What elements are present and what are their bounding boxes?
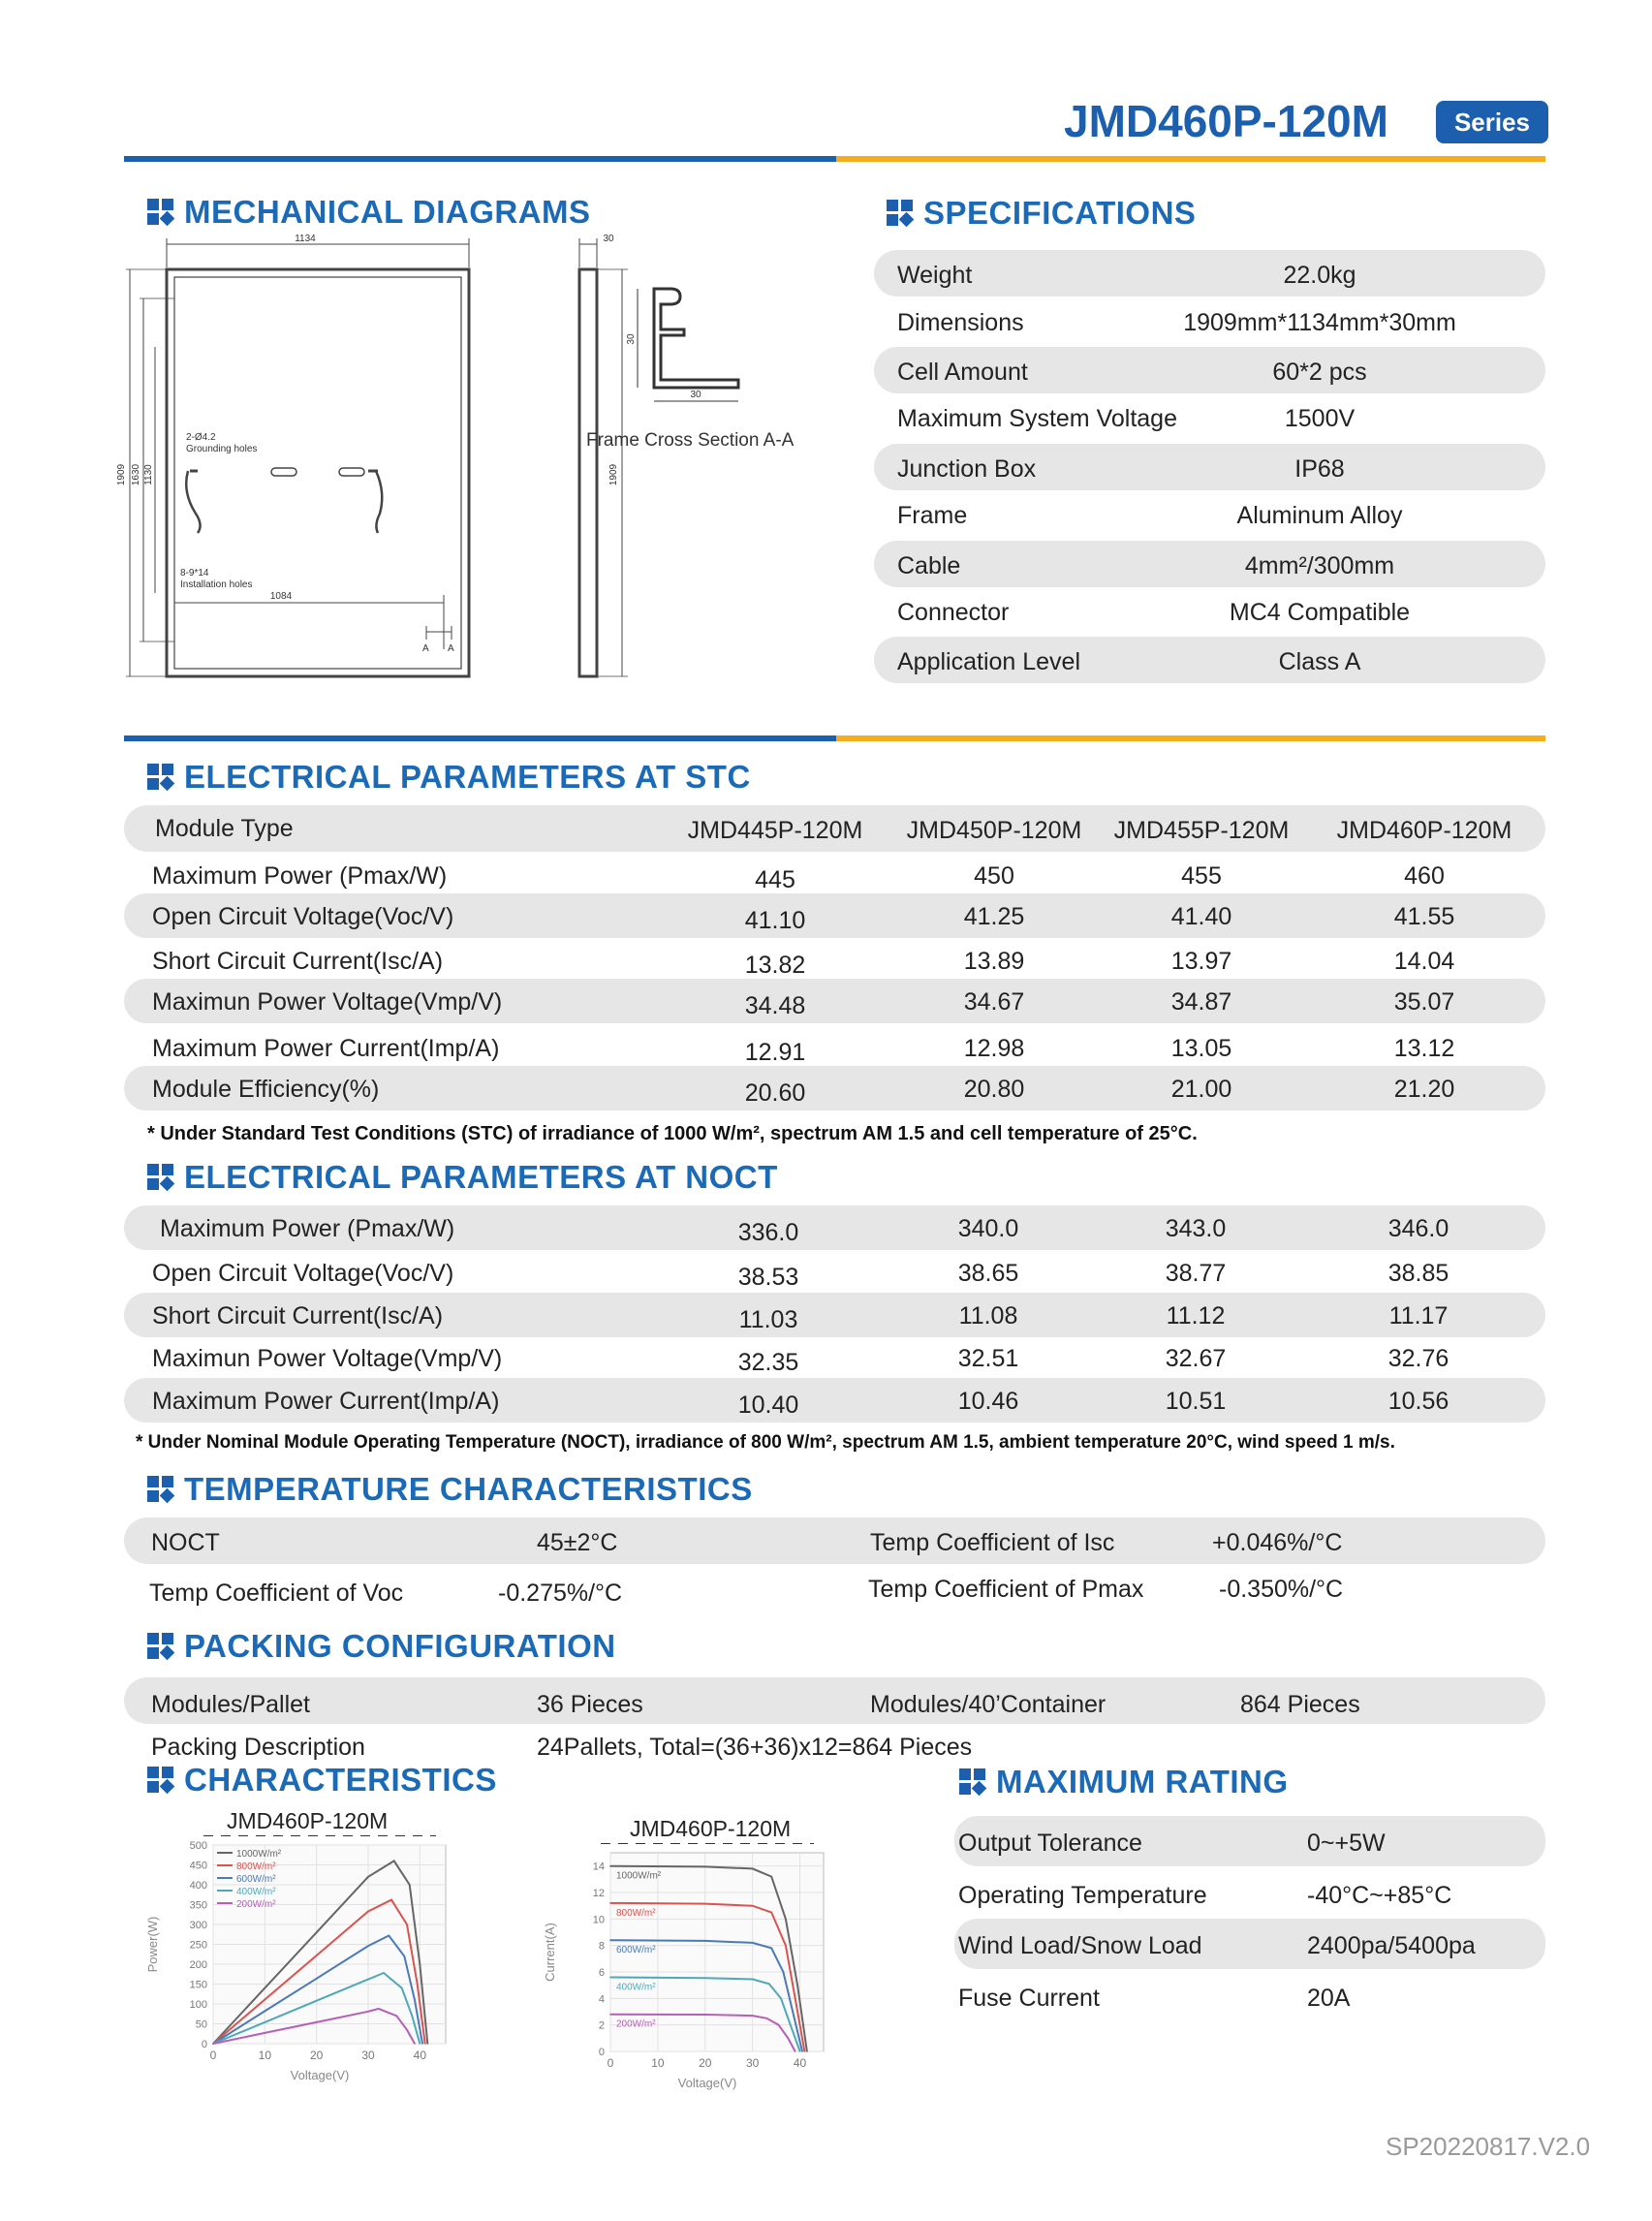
noct-row — [124, 1335, 1545, 1380]
y-tick-label: 450 — [189, 1860, 207, 1872]
legend-label: 600W/m² — [236, 1874, 276, 1885]
param-value: 32.67 — [1165, 1345, 1227, 1372]
data-point — [265, 2032, 266, 2034]
spec-row — [874, 637, 1545, 683]
data-point — [393, 1861, 395, 1862]
packing-label: Packing Description — [151, 1734, 365, 1761]
param-value: 11.08 — [958, 1302, 1018, 1329]
power-voltage-chart — [136, 1835, 475, 2087]
data-point — [414, 1999, 416, 2001]
data-point — [383, 1972, 385, 1974]
spec-label: Connector — [897, 599, 1010, 626]
data-point — [378, 2008, 380, 2010]
param-value: 34.87 — [1170, 988, 1232, 1016]
data-point — [609, 1977, 611, 1979]
temperature-row — [124, 1566, 1545, 1612]
data-point — [367, 1945, 369, 1947]
param-value: 38.85 — [1387, 1260, 1449, 1287]
spec-row — [874, 250, 1545, 297]
y-tick-label: 250 — [189, 1939, 207, 1952]
y-tick-label: 0 — [598, 2047, 605, 2058]
data-point — [427, 2043, 429, 2045]
current-chart-title: JMD460P-120M — [630, 1816, 792, 1841]
param-label: Short Circuit Current(Isc/A) — [152, 1302, 444, 1329]
section-grid-icon — [147, 199, 174, 226]
data-point — [367, 2011, 369, 2013]
y-tick-label: 200 — [189, 1959, 207, 1971]
spec-value: Class A — [1278, 648, 1361, 675]
install-label-b: Installation holes — [180, 579, 253, 590]
param-value: 13.97 — [1170, 948, 1232, 975]
spec-label: Junction Box — [897, 455, 1037, 483]
y-tick-label: 350 — [189, 1899, 207, 1912]
y-axis-label: Power(W) — [145, 1916, 160, 1973]
data-point — [406, 1924, 408, 1925]
stc-note: * Under Standard Test Conditions (STC) of irradiance of 1000 W/m², spectrum AM 1.5 and cell temperature of 25°C. — [147, 1123, 1198, 1144]
data-point — [795, 2050, 796, 2052]
data-point — [770, 1876, 772, 1878]
mechanical-diagrams-heading: MECHANICAL DIAGRAMS — [147, 194, 591, 231]
frame-height-dim: 30 — [626, 333, 637, 345]
rating-value: -40°C~+85°C — [1307, 1882, 1452, 1909]
data-point — [780, 1998, 782, 2000]
dim-h3: 1130 — [143, 464, 154, 485]
grounding-label-a: 2-Ø4.2 — [186, 432, 216, 443]
param-value: 21.00 — [1170, 1076, 1232, 1103]
data-point — [421, 2043, 423, 2045]
data-point — [795, 1998, 796, 2000]
param-value: 35.07 — [1393, 988, 1455, 1016]
data-point — [420, 1963, 421, 1965]
x-tick-label: 10 — [651, 2056, 665, 2070]
characteristics-heading: CHARACTERISTICS — [147, 1762, 497, 1799]
data-point — [404, 1955, 406, 1957]
param-value: 11.17 — [1388, 1302, 1449, 1329]
model-header: JMD445P-120M — [687, 817, 863, 844]
spec-value: 4mm²/300mm — [1244, 552, 1395, 579]
data-point — [788, 2038, 790, 2040]
spec-value: 1500V — [1284, 405, 1356, 432]
section-rule — [124, 735, 1545, 741]
param-value: 38.65 — [957, 1260, 1019, 1287]
noct-row — [124, 1378, 1545, 1423]
data-point — [367, 1911, 369, 1913]
data-point — [420, 2043, 421, 2045]
noct-heading: ELECTRICAL PARAMETERS AT NOCT — [147, 1159, 778, 1196]
packing-value: 36 Pieces — [537, 1691, 643, 1718]
data-point — [389, 1935, 390, 1937]
stc-row — [124, 853, 1545, 897]
spec-value: 60*2 pcs — [1272, 359, 1367, 386]
packing-value: 24Pallets, Total=(36+36)x12=864 Pieces — [537, 1734, 973, 1761]
param-label: Maximum Power Current(Imp/A) — [152, 1388, 500, 1415]
param-value: 20.60 — [744, 1079, 806, 1107]
data-point — [212, 2043, 214, 2045]
dim-h2: 1630 — [131, 463, 141, 486]
param-label: Maximum Power Current(Imp/A) — [152, 1035, 500, 1062]
data-point — [752, 1905, 754, 1907]
data-point — [424, 2043, 426, 2045]
y-tick-label: 50 — [195, 2018, 207, 2031]
series-badge: Series — [1436, 101, 1548, 143]
front-view — [126, 238, 469, 676]
y-tick-label: 14 — [592, 1861, 605, 1873]
rating-row — [954, 1868, 1545, 1919]
param-value: 38.53 — [737, 1264, 799, 1291]
stc-row — [124, 1066, 1545, 1110]
y-tick-label: 0 — [201, 2039, 207, 2050]
y-tick-label: 6 — [598, 1967, 605, 1979]
data-point — [801, 2050, 803, 2052]
spec-value: MC4 Compatible — [1229, 599, 1411, 626]
x-tick-label: 30 — [745, 2056, 760, 2070]
param-value: 10.40 — [737, 1392, 799, 1419]
temperature-heading: TEMPERATURE CHARACTERISTICS — [147, 1471, 753, 1508]
data-point — [265, 1987, 266, 1989]
y-axis-label: Current(A) — [543, 1923, 557, 1982]
data-point — [752, 1942, 754, 1944]
y-tick-label: 150 — [189, 1979, 207, 1991]
side-view — [579, 238, 628, 676]
param-value: 455 — [1181, 862, 1222, 890]
stc-row — [124, 938, 1545, 983]
param-label: Open Circuit Voltage(Voc/V) — [152, 903, 454, 930]
data-point — [609, 1939, 611, 1941]
dim-inner-width: 1084 — [269, 591, 293, 602]
maximum-rating-heading: MAXIMUM RATING — [959, 1764, 1289, 1800]
param-value: 11.12 — [1166, 1302, 1226, 1329]
data-point — [796, 1985, 798, 1986]
packing-label: Modules/40’Container — [870, 1691, 1107, 1718]
param-value: 340.0 — [957, 1215, 1019, 1242]
data-point — [265, 2021, 266, 2023]
param-value: 460 — [1404, 862, 1445, 890]
spec-label: Cable — [897, 552, 961, 579]
param-value: 32.35 — [737, 1349, 799, 1376]
data-point — [704, 2014, 706, 2016]
frame-cross-section — [638, 289, 738, 401]
spec-value: 22.0kg — [1283, 262, 1356, 289]
data-point — [783, 1971, 785, 1973]
data-point — [704, 1866, 706, 1868]
y-tick-label: 8 — [598, 1940, 605, 1953]
section-grid-icon — [147, 1164, 174, 1191]
data-point — [265, 2011, 266, 2013]
rating-row — [954, 1919, 1545, 1969]
data-point — [778, 2024, 780, 2026]
data-point — [367, 1979, 369, 1981]
param-value: 20.80 — [963, 1076, 1025, 1103]
rating-value: 0~+5W — [1307, 1830, 1386, 1857]
stc-row — [124, 979, 1545, 1023]
y-tick-label: 4 — [598, 1993, 605, 2006]
param-value: 10.51 — [1165, 1388, 1227, 1415]
section-grid-icon — [147, 1633, 174, 1660]
spec-row — [874, 490, 1545, 537]
data-point — [704, 1977, 706, 1979]
param-value: 11.03 — [738, 1306, 798, 1333]
noct-note: * Under Nominal Module Operating Temperature (NOCT), irradiance of 800 W/m², spectrum AM 1.5, ambient temperature 20°C, wind speed 1 m/s. — [136, 1432, 1395, 1453]
grounding-label-b: Grounding holes — [186, 444, 258, 454]
legend-label: 1000W/m² — [616, 1870, 662, 1882]
spec-row — [874, 587, 1545, 634]
dim-h1: 1909 — [116, 463, 127, 486]
section-grid-icon — [887, 200, 914, 227]
param-label: Module Efficiency(%) — [152, 1076, 380, 1103]
stc-row — [124, 893, 1545, 938]
model-header: JMD450P-120M — [906, 817, 1082, 844]
legend-label: 400W/m² — [616, 1982, 656, 1993]
x-tick-label: 0 — [607, 2056, 614, 2070]
legend-label: 800W/m² — [616, 1907, 656, 1919]
data-point — [401, 1987, 403, 1989]
data-point — [770, 1912, 772, 1914]
data-point — [609, 1865, 611, 1867]
rating-label: Operating Temperature — [958, 1882, 1207, 1909]
data-point — [414, 2043, 416, 2045]
data-point — [367, 1876, 369, 1878]
section-grid-icon — [147, 1476, 174, 1503]
stc-row — [124, 1025, 1545, 1070]
rating-row — [954, 1971, 1545, 2021]
packing-value: 864 Pieces — [1240, 1691, 1360, 1718]
rating-value: 20A — [1307, 1985, 1351, 2012]
spec-row — [874, 297, 1545, 344]
noct-row — [124, 1250, 1545, 1295]
x-axis-label: Voltage(V) — [290, 2068, 350, 2082]
module-type-label: Module Type — [155, 815, 294, 842]
param-value: 346.0 — [1387, 1215, 1449, 1242]
rating-label: Output Tolerance — [958, 1830, 1142, 1857]
section-grid-icon — [147, 1767, 174, 1794]
x-tick-label: 30 — [361, 2049, 375, 2062]
x-tick-label: 20 — [699, 2056, 712, 2070]
param-value: 41.55 — [1393, 903, 1455, 930]
noct-row — [124, 1293, 1545, 1337]
data-point — [768, 1984, 770, 1986]
specifications-heading: SPECIFICATIONS — [887, 195, 1196, 232]
spec-row — [874, 541, 1545, 587]
param-value: 41.10 — [744, 907, 806, 934]
param-value: 34.48 — [744, 992, 806, 1019]
page-title: JMD460P-120M — [1064, 96, 1388, 146]
param-value: 34.67 — [963, 988, 1025, 1016]
param-value: 445 — [755, 866, 795, 893]
dim-width: 1134 — [295, 234, 316, 244]
data-point — [752, 1979, 754, 1981]
param-value: 32.51 — [957, 1345, 1019, 1372]
temp-value: +0.046%/°C — [1212, 1529, 1343, 1556]
rating-label: Wind Load/Snow Load — [958, 1932, 1202, 1959]
y-tick-label: 400 — [189, 1880, 207, 1892]
param-label: Short Circuit Current(Isc/A) — [152, 948, 444, 975]
param-label: Open Circuit Voltage(Voc/V) — [152, 1260, 454, 1287]
spec-label: Weight — [897, 262, 973, 289]
spec-value: IP68 — [1294, 455, 1345, 483]
data-point — [316, 1931, 318, 1933]
model-header: JMD455P-120M — [1113, 817, 1290, 844]
frame-width-dim: 30 — [690, 390, 701, 400]
spec-label: Cell Amount — [897, 359, 1028, 386]
param-value: 336.0 — [737, 1219, 799, 1246]
temp-value: 45±2°C — [537, 1529, 618, 1556]
spec-row — [874, 444, 1545, 490]
section-mark-a2: A — [448, 643, 454, 654]
frame-cross-section-caption: Frame Cross Section A-A — [586, 430, 795, 451]
param-label: Maximun Power Voltage(Vmp/V) — [152, 1345, 503, 1372]
param-value: 450 — [974, 862, 1014, 890]
packing-row — [124, 1726, 1545, 1765]
temp-label: NOCT — [151, 1529, 220, 1556]
param-value: 14.04 — [1393, 948, 1455, 975]
data-point — [316, 1978, 318, 1980]
rating-value: 2400pa/5400pa — [1307, 1932, 1476, 1959]
dim-depth: 30 — [603, 234, 614, 244]
param-value: 21.20 — [1393, 1076, 1455, 1103]
param-label: Maximum Power (Pmax/W) — [160, 1215, 455, 1242]
param-value: 343.0 — [1165, 1215, 1227, 1242]
rating-row — [954, 1816, 1545, 1866]
x-tick-label: 20 — [309, 2049, 324, 2062]
temp-label: Temp Coefficient of Voc — [149, 1580, 404, 1607]
legend-label: 400W/m² — [236, 1887, 276, 1897]
mechanical-drawing — [107, 233, 843, 688]
stc-header-row — [124, 805, 1545, 852]
param-value: 10.56 — [1387, 1388, 1449, 1415]
x-tick-label: 40 — [413, 2049, 427, 2062]
data-point — [412, 2016, 414, 2018]
document-code: SP20220817.V2.0 — [1386, 2132, 1591, 2161]
spec-label: Dimensions — [897, 309, 1024, 336]
param-value: 41.40 — [1170, 903, 1232, 930]
y-tick-label: 2 — [598, 2019, 605, 2032]
param-value: 13.89 — [963, 948, 1025, 975]
data-point — [704, 1903, 706, 1905]
data-point — [417, 1984, 419, 1986]
data-point — [766, 2018, 768, 2019]
data-point — [316, 2000, 318, 2002]
header-rule — [124, 156, 1545, 162]
legend-label: 1000W/m² — [236, 1849, 282, 1860]
data-point — [752, 1868, 754, 1870]
param-value: 13.82 — [744, 952, 806, 979]
data-point — [316, 1955, 318, 1956]
spec-label: Application Level — [897, 648, 1081, 675]
y-tick-label: 300 — [189, 1920, 207, 1931]
legend-label: 200W/m² — [236, 1899, 276, 1910]
spec-row — [874, 347, 1545, 393]
param-value: 13.12 — [1393, 1035, 1455, 1062]
spec-label: Maximum System Voltage — [897, 405, 1177, 432]
spec-label: Frame — [897, 502, 968, 529]
packing-heading: PACKING CONFIGURATION — [147, 1628, 616, 1665]
power-chart-title: JMD460P-120M — [227, 1808, 389, 1833]
legend-label: 600W/m² — [616, 1945, 656, 1956]
data-point — [704, 1940, 706, 1942]
data-point — [409, 1884, 411, 1886]
temp-label: Temp Coefficient of Pmax — [868, 1576, 1144, 1603]
data-point — [799, 2050, 801, 2052]
dim-side-height: 1909 — [608, 463, 619, 486]
section-mark-a1: A — [422, 643, 429, 654]
x-axis-label: Voltage(V) — [677, 2076, 737, 2090]
param-value: 32.76 — [1387, 1345, 1449, 1372]
packing-label: Modules/Pallet — [151, 1691, 310, 1718]
spec-value: Aluminum Alloy — [1236, 502, 1403, 529]
temp-value: -0.275%/°C — [498, 1580, 623, 1607]
temp-value: -0.350%/°C — [1219, 1576, 1344, 1603]
param-value: 12.91 — [744, 1039, 806, 1066]
param-label: Maximum Power (Pmax/W) — [152, 862, 448, 890]
section-grid-icon — [959, 1768, 986, 1796]
rating-label: Fuse Current — [958, 1985, 1100, 2012]
data-point — [406, 2029, 408, 2031]
spec-value: 1909mm*1134mm*30mm — [1183, 309, 1456, 336]
y-tick-label: 12 — [592, 1888, 605, 1899]
x-tick-label: 40 — [793, 2056, 807, 2070]
temp-label: Temp Coefficient of Isc — [870, 1529, 1115, 1556]
x-tick-label: 10 — [258, 2049, 272, 2062]
data-point — [785, 1945, 787, 1947]
x-tick-label: 0 — [209, 2049, 217, 2062]
data-point — [265, 1999, 266, 2001]
data-point — [806, 2050, 808, 2052]
y-tick-label: 500 — [189, 1840, 207, 1852]
install-label-a: 8-9*14 — [180, 568, 209, 579]
packing-row — [124, 1677, 1545, 1724]
data-point — [390, 1899, 392, 1901]
param-value: 38.77 — [1165, 1260, 1227, 1287]
model-header: JMD460P-120M — [1336, 817, 1512, 844]
param-label: Maximun Power Voltage(Vmp/V) — [152, 988, 503, 1016]
data-point — [804, 2050, 806, 2052]
legend-label: 800W/m² — [236, 1861, 276, 1872]
param-value: 10.46 — [957, 1388, 1019, 1415]
param-value: 41.25 — [963, 903, 1025, 930]
temperature-row — [124, 1517, 1545, 1564]
data-point — [790, 2024, 792, 2026]
noct-row — [124, 1205, 1545, 1250]
stc-heading: ELECTRICAL PARAMETERS AT STC — [147, 759, 751, 796]
y-tick-label: 100 — [189, 1999, 207, 2011]
data-point — [785, 1919, 787, 1921]
data-point — [792, 2011, 794, 2013]
data-point — [609, 2014, 611, 2016]
data-point — [396, 2016, 398, 2018]
param-value: 12.98 — [963, 1035, 1025, 1062]
current-voltage-chart — [533, 1843, 853, 2095]
param-value: 13.05 — [1170, 1035, 1232, 1062]
section-grid-icon — [147, 764, 174, 791]
data-point — [316, 2021, 318, 2023]
spec-row — [874, 393, 1545, 440]
data-point — [770, 1948, 772, 1950]
legend-label: 200W/m² — [616, 2018, 656, 2030]
y-tick-label: 10 — [592, 1914, 605, 1926]
data-point — [609, 1902, 611, 1904]
data-point — [752, 2015, 754, 2017]
